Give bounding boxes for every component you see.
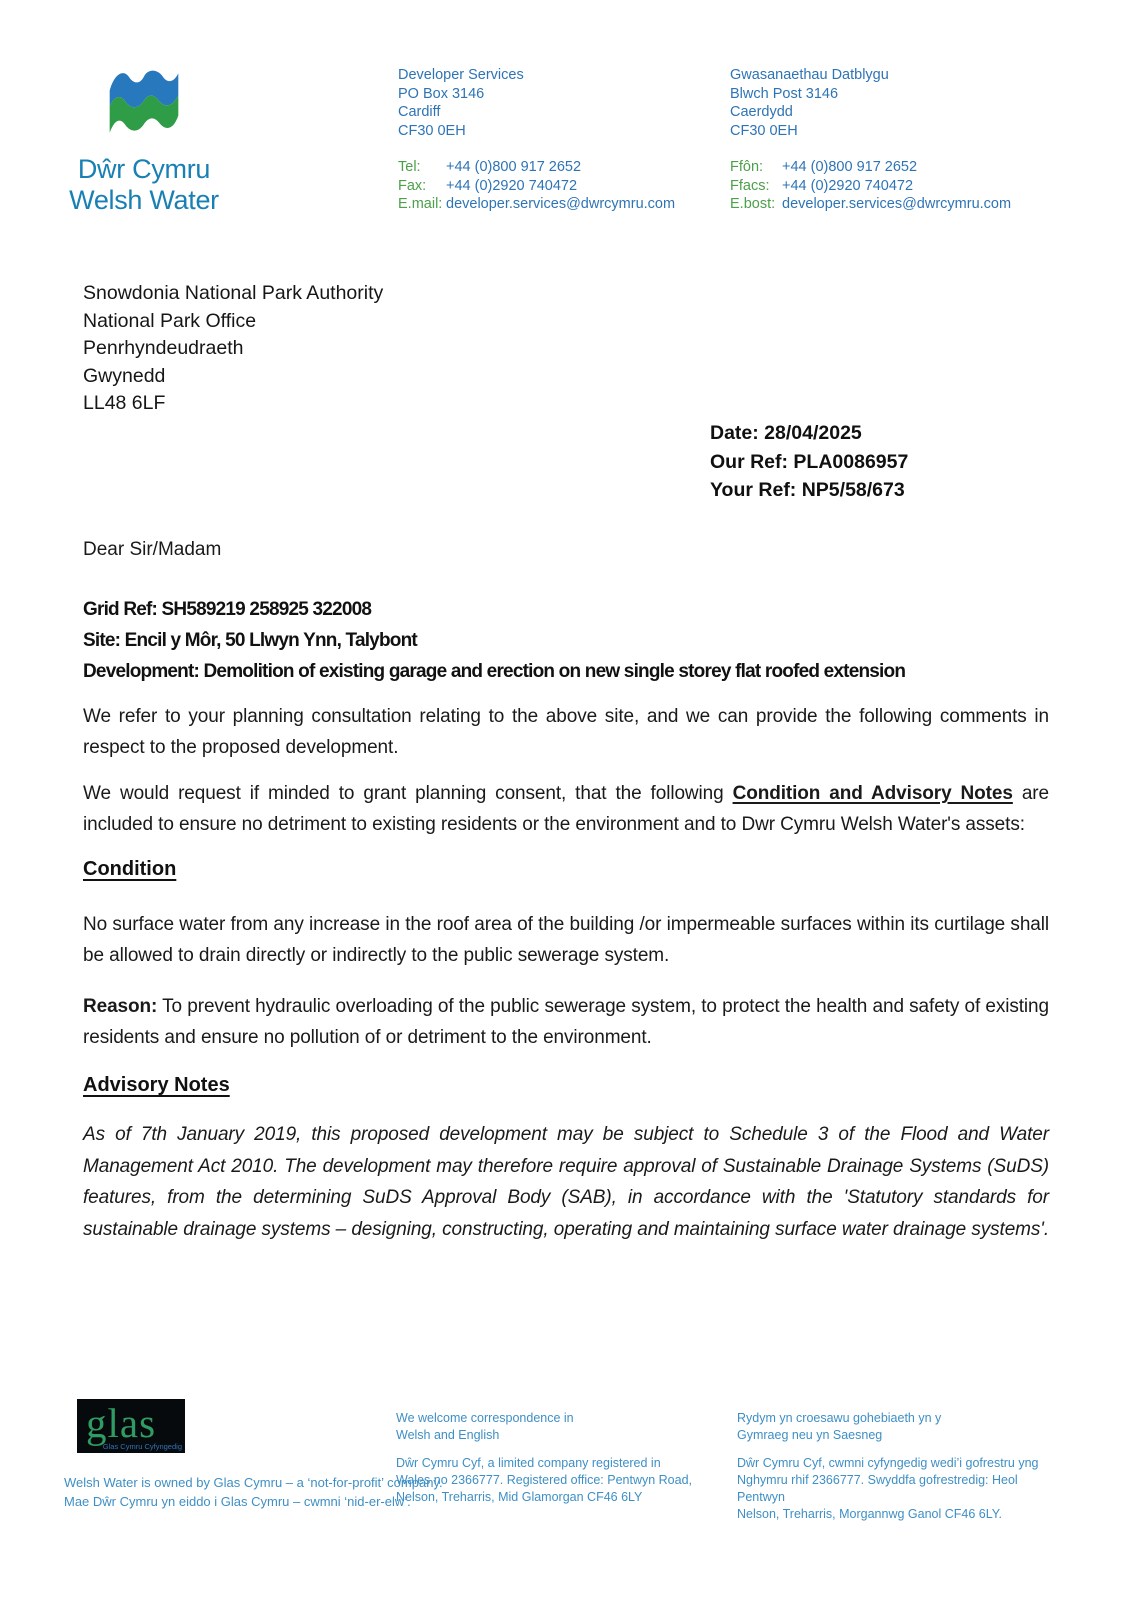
fax-value: +44 (0)2920 740472 <box>446 177 578 194</box>
request-text-emphasis: Condition and Advisory Notes <box>732 783 1013 804</box>
glas-logo-subtext: Glas Cymru Cyfyngedig <box>102 1442 182 1451</box>
tel-label: Tel: <box>398 159 421 175</box>
footer-column-english <box>396 1410 726 1506</box>
email-line <box>398 195 675 214</box>
paragraph-intro: We refer to your planning consultation relating to the above site, and we can provide the following comments in respect to the proposed development. <box>83 706 1049 758</box>
address-line: Caerdydd <box>730 104 793 120</box>
department-name: Gwasanaethau Datblygu <box>730 67 889 83</box>
tel-label: Ffôn: <box>730 159 764 175</box>
paragraph-request <box>83 778 1049 840</box>
email-line <box>730 195 1011 214</box>
spacer <box>730 140 1011 158</box>
reason-label: Reason: <box>83 996 158 1017</box>
tel-value: +44 (0)800 917 2652 <box>782 159 918 175</box>
reason-text: To prevent hydraulic overloading of the public sewerage system, to protect the health and safety of existing residents and ensure no pollution of or detriment to the environment. <box>83 996 1049 1048</box>
company-registration <box>396 1455 726 1506</box>
email-label: E.bost: <box>730 196 776 212</box>
department-name: Developer Services <box>398 67 524 83</box>
request-text-pre: We would request if minded to grant planning consent, that the following <box>83 783 733 804</box>
company-registration <box>737 1455 1067 1523</box>
development-line: Development: Demolition of existing garage and erection on new single storey flat roofed extension <box>83 661 906 682</box>
brand-wordmark <box>58 154 230 216</box>
fax-line <box>730 177 1011 196</box>
glas-cymru-logo <box>77 1399 185 1453</box>
advisory-paragraph: As of 7th January 2019, this proposed development may be subject to Schedule 3 of the Flood and Water Management Act 2010. The development may therefore require approval of Sustainable Drainage Systems (SuDS) features, from the determining SuDS Approval Body (SAB), in accordance with the 'Statutory standards for sustainable drainage systems – designing, constructing, operating and maintaining surface water drainage systems'. <box>83 1124 1049 1240</box>
company-line: Nelson, Treharris, Morgannwg Ganol CF46 6LY. <box>737 1507 1002 1521</box>
company-line: Wales no 2366777. Registered office: Pentwyn Road, <box>396 1473 693 1487</box>
date-line: Date: 28/04/2025 <box>710 422 862 444</box>
welcome-line: Rydym yn croesawu gohebiaeth yn y <box>737 1411 942 1425</box>
company-line: Nghymru rhif 2366777. Swyddfa gofrestredig: Heol Pentwyn <box>737 1473 1018 1504</box>
fax-label: Fax: <box>398 177 427 194</box>
our-ref-line: Our Ref: PLA0086957 <box>710 450 909 473</box>
contact-block-english <box>398 66 675 214</box>
dwr-cymru-logo <box>58 56 230 216</box>
welcome-line: Gymraeg neu yn Saesneg <box>737 1428 883 1442</box>
condition-heading: Condition <box>83 858 177 880</box>
footer-ownership-caption <box>64 1473 443 1511</box>
address-line: Cardiff <box>398 104 441 120</box>
company-line: Dŵr Cymru Cyf, a limited company registered in <box>396 1456 661 1470</box>
address-line: CF30 0EH <box>398 122 466 139</box>
reason-paragraph <box>83 991 1049 1053</box>
recipient-address <box>83 280 383 418</box>
reference-block <box>710 419 908 505</box>
fax-value: +44 (0)2920 740472 <box>782 177 914 194</box>
condition-paragraph: No surface water from any increase in the roof area of the building /or impermeable surfaces within its curtilage shall be allowed to drain directly or indirectly to the public sewerage system. <box>83 914 1049 966</box>
brand-name-english: Welsh Water <box>69 185 219 215</box>
tel-value: +44 (0)800 917 2652 <box>446 159 582 175</box>
caption-line-english: Welsh Water is owned by Glas Cymru – a ‘not-for-profit’ company. <box>64 1475 443 1490</box>
salutation: Dear Sir/Madam <box>83 539 222 560</box>
water-waves-icon <box>105 56 183 150</box>
address-line: CF30 0EH <box>730 122 798 139</box>
email-label: E.mail: <box>398 196 443 212</box>
address-line: PO Box 3146 <box>398 85 485 102</box>
advisory-notes-heading: Advisory Notes <box>83 1074 230 1096</box>
fax-label: Ffacs: <box>730 177 770 194</box>
email-value: developer.services@dwrcymru.com <box>782 196 1012 212</box>
grid-ref-line: Grid Ref: SH589219 258925 322008 <box>83 599 372 620</box>
tel-line <box>730 158 1011 177</box>
spacer <box>398 140 675 158</box>
welcome-line: We welcome correspondence in <box>396 1411 574 1425</box>
tel-line <box>398 158 675 177</box>
request-text-post: are included to ensure no detriment to existing residents or the environment and to Dwr Cymru Welsh Water's assets: <box>83 783 1049 835</box>
welcome-line: Welsh and English <box>396 1428 500 1442</box>
recipient-line: Snowdonia National Park Authority <box>83 282 384 304</box>
recipient-line: National Park Office <box>83 309 257 332</box>
recipient-line: LL48 6LF <box>83 392 166 414</box>
footer-column-welsh <box>737 1410 1067 1523</box>
fax-line <box>398 177 675 196</box>
company-line: Nelson, Treharris, Mid Glamorgan CF46 6LY <box>396 1490 643 1504</box>
recipient-line: Gwynedd <box>83 364 166 387</box>
your-ref-line: Your Ref: NP5/58/673 <box>710 479 905 501</box>
glas-logo-word: glas <box>86 1400 157 1446</box>
site-line: Site: Encil y Môr, 50 Llwyn Ynn, Talybont <box>83 630 417 651</box>
email-value: developer.services@dwrcymru.com <box>446 196 676 212</box>
contact-block-welsh <box>730 66 1011 214</box>
recipient-line: Penrhyndeudraeth <box>83 337 244 359</box>
company-line: Dŵr Cymru Cyf, cwmni cyfyngedig wedi’i gofrestru yng <box>737 1456 1039 1470</box>
caption-line-welsh: Mae Dŵr Cymru yn eiddo i Glas Cymru – cwmni ‘nid-er-elw’. <box>64 1494 411 1509</box>
address-line: Blwch Post 3146 <box>730 85 839 102</box>
brand-name-welsh: Dŵr Cymru <box>77 154 211 184</box>
letter-body <box>83 538 1049 1245</box>
site-details-block <box>83 594 1049 687</box>
